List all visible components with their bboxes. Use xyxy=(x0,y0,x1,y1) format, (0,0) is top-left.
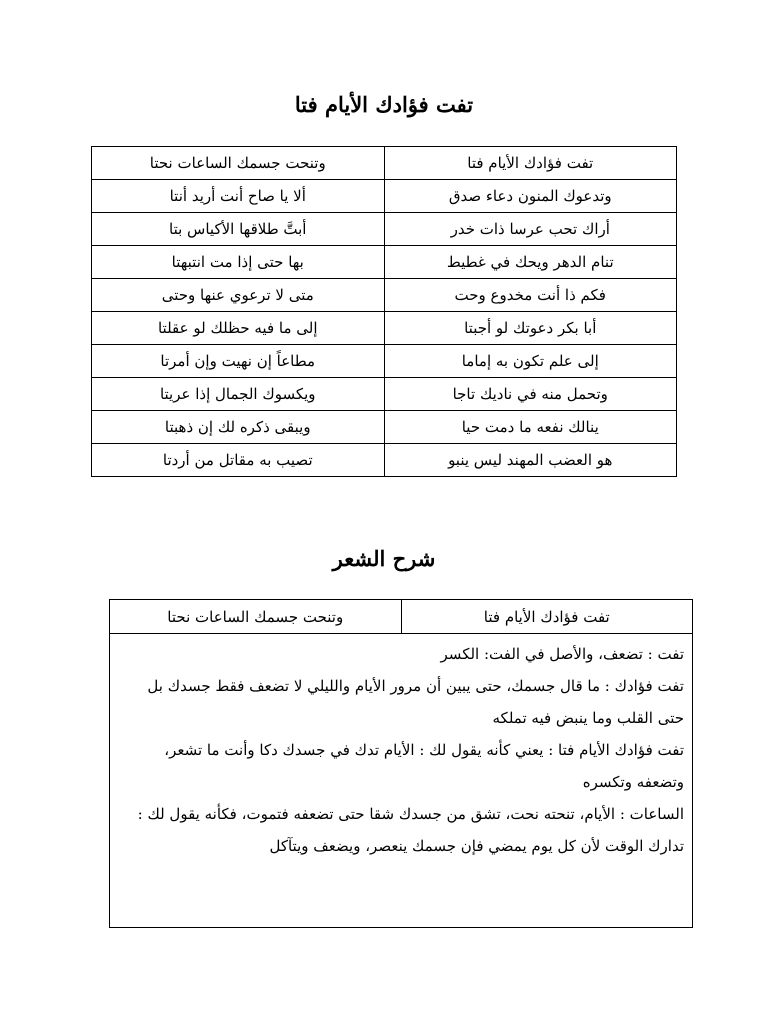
explanation-header xyxy=(110,600,692,634)
poem-row xyxy=(92,411,677,444)
verse-first-half: هو العضب المهند ليس ينبو xyxy=(384,444,677,477)
verse-first-half: إلى علم تكون به إماما xyxy=(384,345,677,378)
verse-first-half: وتحمل منه في ناديك تاجا xyxy=(384,378,677,411)
poem-row xyxy=(92,345,677,378)
explanation-paragraph: تفت فؤادك : ما قال جسمك، حتى يبين أن مرور الأيام والليلي لا تضعف فقط جسدك بل حتى القلب وما ينبض فيه تملكه xyxy=(147,677,684,727)
verse-second-half: أبتَّ طلاقها الأكياس بتا xyxy=(92,213,385,246)
poem-row xyxy=(92,378,677,411)
poem-row xyxy=(92,312,677,345)
poem-row xyxy=(92,246,677,279)
explanation-paragraph: الساعات : الأيام، تنحته نحت، تشق من جسدك شقا حتى تضعفه فتموت، فكأنه يقول لك : تدارك الوقت لأن كل يوم يمضي فإن جسمك ينعصر، ويضعف ويتآكل xyxy=(137,805,684,855)
verse-second-half: مطاعاً إن نهيت وإن أمرتا xyxy=(92,345,385,378)
verse-first-half: وتدعوك المنون دعاء صدق xyxy=(384,180,677,213)
poem-table xyxy=(91,146,677,477)
explanation-header-right: تفت فؤادك الأيام فتا xyxy=(401,600,693,633)
poem-row xyxy=(92,444,677,477)
explanation-body xyxy=(110,634,692,862)
verse-second-half: تصيب به مقاتل من أردتا xyxy=(92,444,385,477)
verse-second-half: ألا يا صاح أنت أريد أنتا xyxy=(92,180,385,213)
explanation-title: شرح الشعر xyxy=(332,546,436,571)
verse-first-half: تفت فؤادك الأيام فتا xyxy=(384,147,677,180)
explanation-header-left: وتنحت جسمك الساعات نحتا xyxy=(167,607,344,626)
explanation-paragraph: تفت : تضعف، والأصل في الفت: الكسر xyxy=(440,645,684,663)
verse-first-half: تنام الدهر ويحك في غطيط xyxy=(384,246,677,279)
verse-second-half: وتنحت جسمك الساعات نحتا xyxy=(92,147,385,180)
verse-first-half: فكم ذا أنت مخدوع وحت xyxy=(384,279,677,312)
verse-second-half: بها حتى إذا مت انتبهتا xyxy=(92,246,385,279)
poem-title: تفت فؤادك الأيام فتا xyxy=(294,92,474,117)
verse-second-half: إلى ما فيه حظلك لو عقلتا xyxy=(92,312,385,345)
poem-row xyxy=(92,180,677,213)
verse-first-half: ينالك نفعه ما دمت حيا xyxy=(384,411,677,444)
poem-row xyxy=(92,213,677,246)
verse-first-half: أراك تحب عرسا ذات خدر xyxy=(384,213,677,246)
explanation-paragraph: تفت فؤادك الأيام فتا : يعني كأنه يقول لك : الأيام تدك في جسدك دكا وأنت ما تشعر، وتضعفه وتكسره xyxy=(164,741,684,791)
verse-second-half: ويكسوك الجمال إذا عريتا xyxy=(92,378,385,411)
verse-first-half: أبا بكر دعوتك لو أجبتا xyxy=(384,312,677,345)
verse-second-half: ويبقى ذكره لك إن ذهبتا xyxy=(92,411,385,444)
poem-row xyxy=(92,279,677,312)
verse-second-half: متى لا ترعوي عنها وحتى xyxy=(92,279,385,312)
explanation-box xyxy=(109,599,693,928)
poem-row xyxy=(92,147,677,180)
